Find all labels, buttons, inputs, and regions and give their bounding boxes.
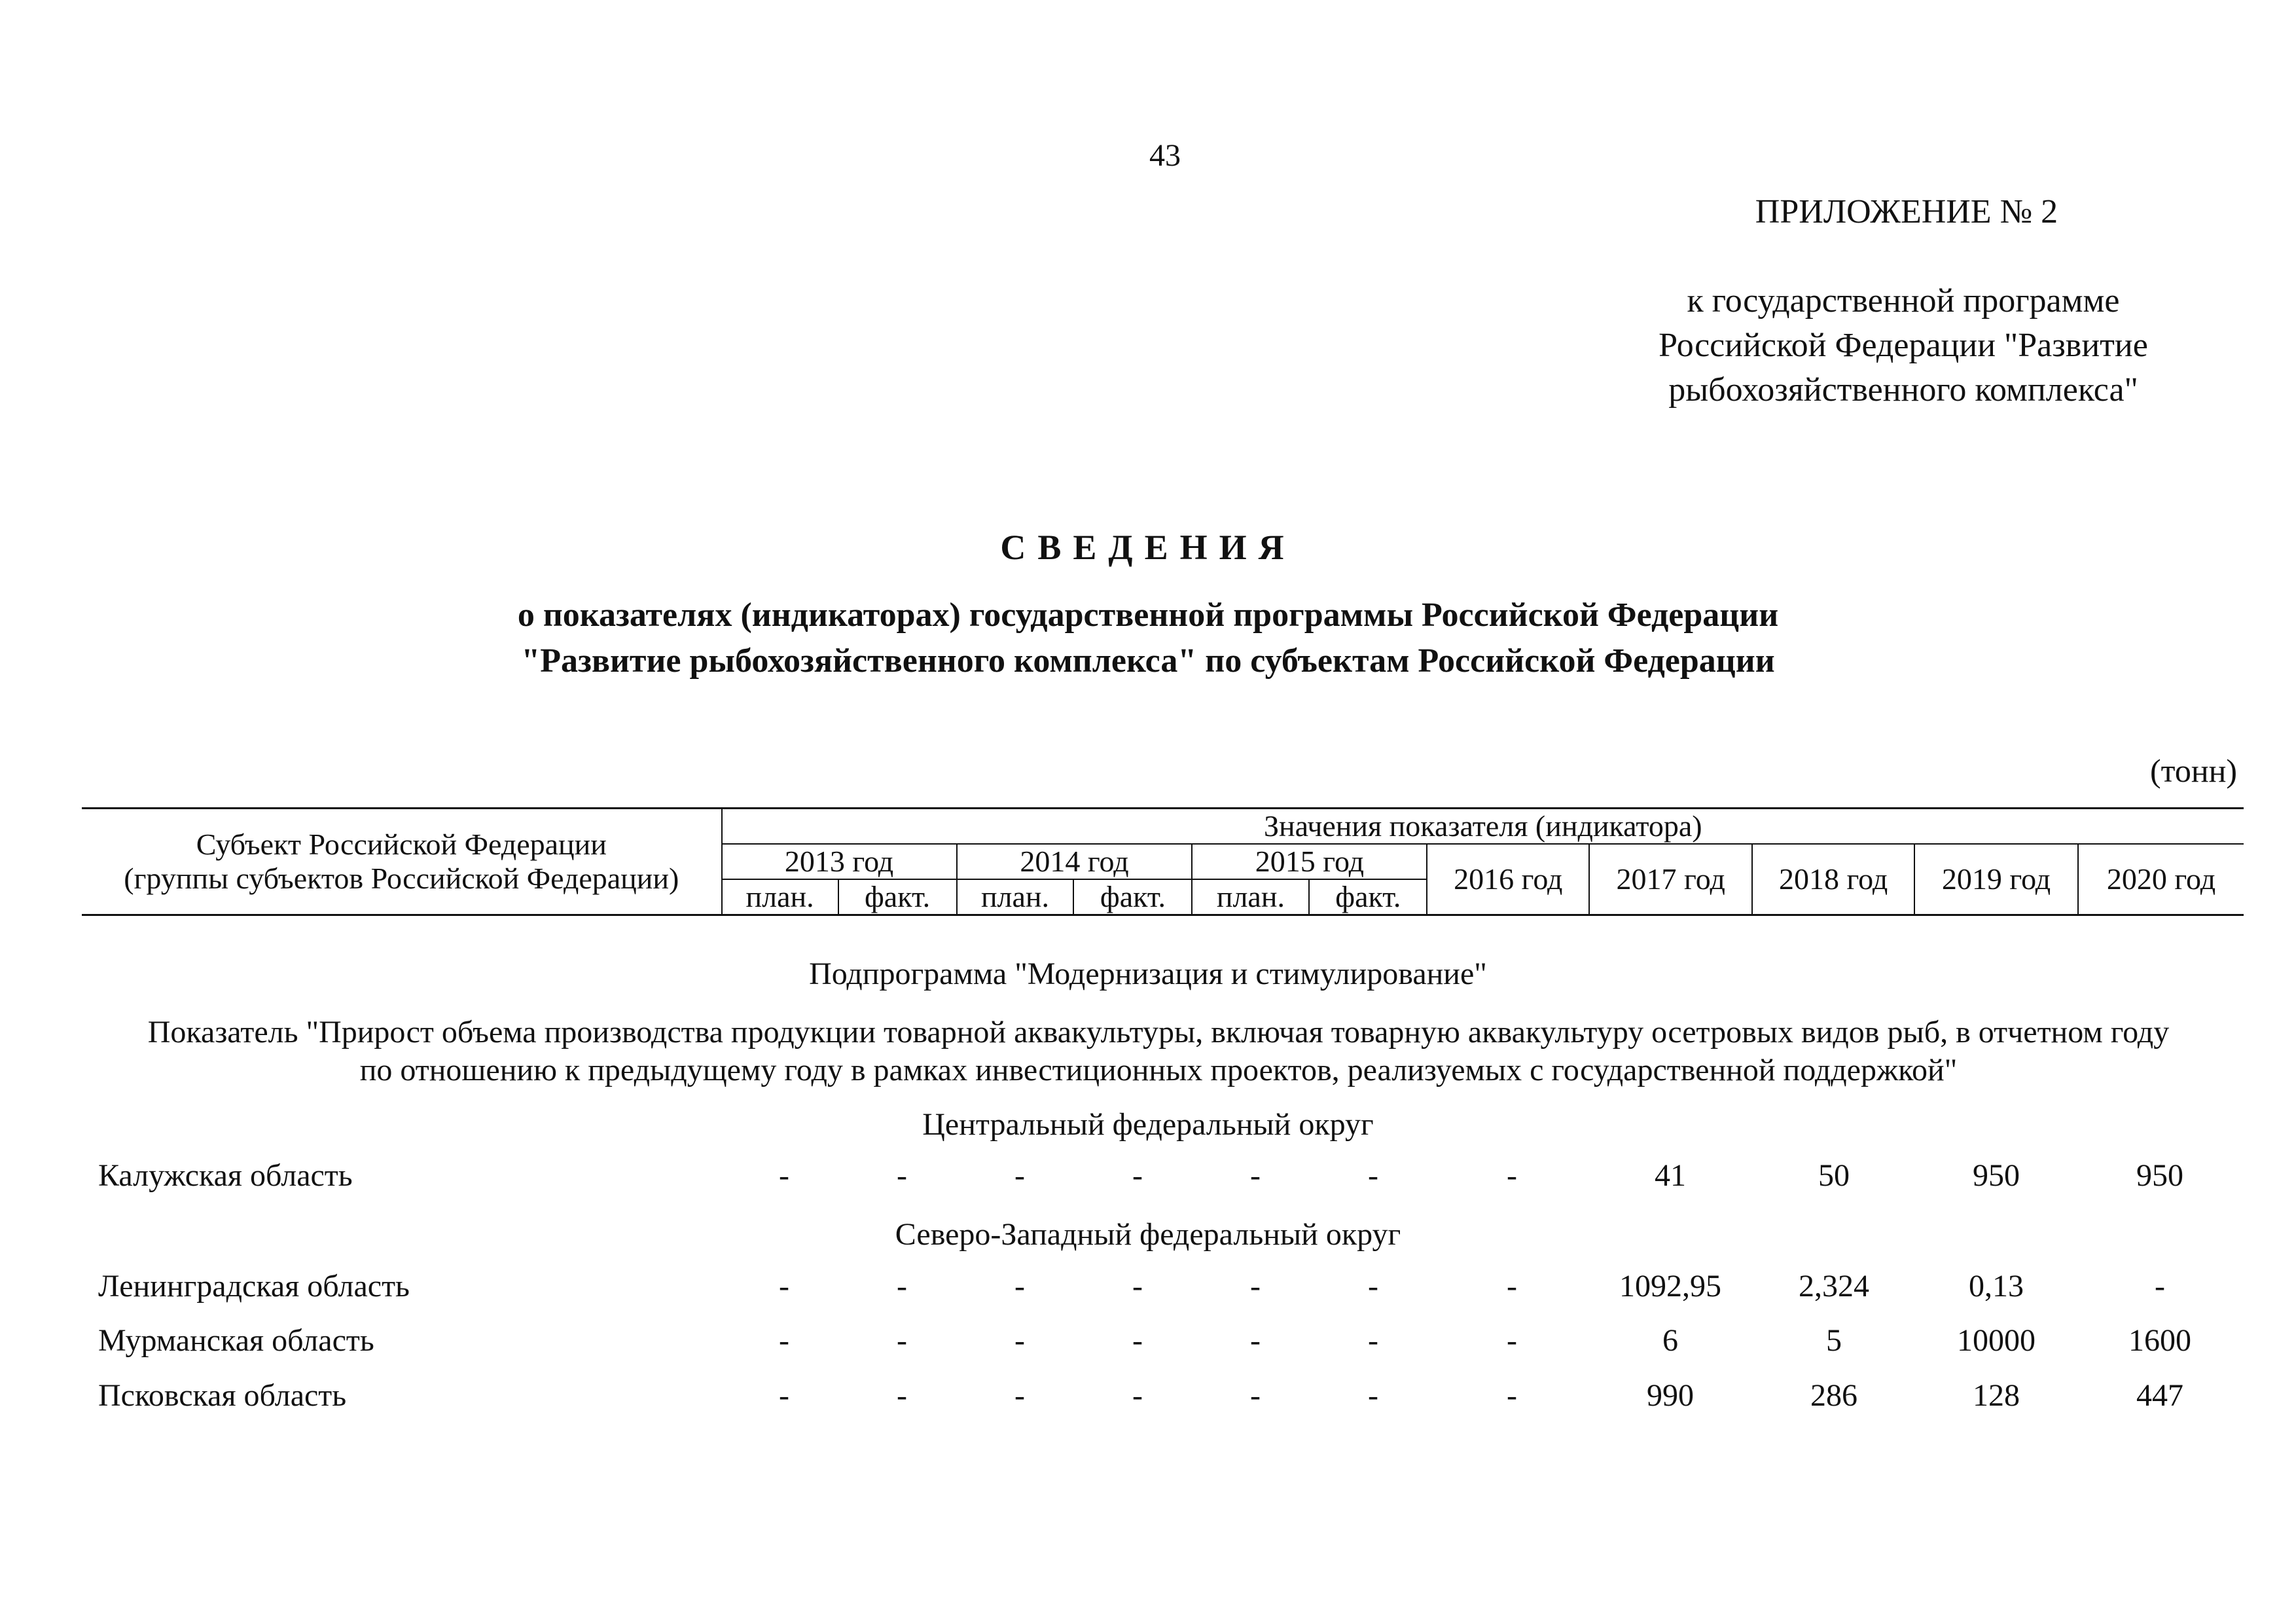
row-value: 1600 <box>2128 1323 2191 1358</box>
row-value: - <box>897 1323 907 1358</box>
row-value: - <box>1368 1378 1378 1413</box>
row-value: 1092,95 <box>1619 1269 1721 1304</box>
row-value: - <box>1250 1378 1261 1413</box>
year-2015-header: 2015 год <box>1192 844 1427 879</box>
table-row <box>0 1268 2296 1307</box>
row-value: - <box>1132 1158 1143 1193</box>
row-value: - <box>1014 1378 1025 1413</box>
row-value: 2,324 <box>1799 1269 1869 1304</box>
row-value: 50 <box>1818 1158 1850 1193</box>
year-2016-header: 2016 год <box>1427 844 1589 915</box>
table-row <box>0 1377 2296 1417</box>
row-value: - <box>1507 1269 1517 1304</box>
row-value: - <box>1368 1158 1378 1193</box>
year-2019-header: 2019 год <box>1914 844 2078 915</box>
values-group-header: Значения показателя (индикатора) <box>722 809 2244 845</box>
plan-2013-header: план. <box>722 879 838 915</box>
row-value: - <box>1368 1269 1378 1304</box>
plan-2015-header: план. <box>1192 879 1309 915</box>
indicator-table-header <box>82 807 2244 916</box>
year-2018-header: 2018 год <box>1752 844 1914 915</box>
row-value: 950 <box>2136 1158 2183 1193</box>
row-value: 41 <box>1655 1158 1686 1193</box>
row-value: - <box>897 1378 907 1413</box>
fact-2015-header: факт. <box>1309 879 1427 915</box>
row-value: 10000 <box>1957 1323 2036 1358</box>
page-number: 43 <box>1149 138 1181 173</box>
fact-2013-header: факт. <box>838 879 957 915</box>
subtitle-line-2: "Развитие рыбохозяйственного комплекса" по субъектам Российской Федерации <box>521 642 1775 680</box>
year-2013-header: 2013 год <box>722 844 957 879</box>
subject-header-line-1: Субъект Российской Федерации <box>196 828 607 861</box>
annex-line-3: рыбохозяйственного комплекса" <box>1668 371 2138 409</box>
district-heading-northwest: Северо-Западный федеральный округ <box>895 1217 1401 1252</box>
row-value: 447 <box>2136 1378 2183 1413</box>
row-value: - <box>779 1378 789 1413</box>
annex-line-1: к государственной программе <box>1687 282 2120 319</box>
document-heading: СВЕДЕНИЯ <box>1000 528 1296 567</box>
row-value: - <box>1507 1378 1517 1413</box>
row-value: - <box>1507 1323 1517 1358</box>
row-value: 0,13 <box>1969 1269 2024 1304</box>
row-value: - <box>2155 1269 2165 1304</box>
row-value: - <box>1250 1158 1261 1193</box>
indicator-line-2: по отношению к предыдущему году в рамках инвестиционных проектов, реализуемых с государственной поддержкой" <box>359 1053 1958 1087</box>
row-value: - <box>1507 1158 1517 1193</box>
row-value: 5 <box>1826 1323 1842 1358</box>
subject-column-header <box>82 809 722 915</box>
row-value: - <box>779 1323 789 1358</box>
subtitle-line-1: о показателях (индикаторах) государственной программы Российской Федерации <box>517 596 1779 634</box>
annex-block <box>1576 190 2231 412</box>
annex-title: ПРИЛОЖЕНИЕ № 2 <box>1755 193 2058 230</box>
document-subtitle <box>0 593 2296 684</box>
row-value: - <box>1368 1323 1378 1358</box>
row-value: 990 <box>1647 1378 1694 1413</box>
table-row <box>0 1322 2296 1362</box>
row-value: 950 <box>1973 1158 2020 1193</box>
indicator-description <box>92 1013 2225 1089</box>
row-value: - <box>779 1269 789 1304</box>
row-value: 286 <box>1810 1378 1857 1413</box>
year-2020-header: 2020 год <box>2078 844 2244 915</box>
row-value: - <box>897 1158 907 1193</box>
year-2017-header: 2017 год <box>1589 844 1752 915</box>
row-value: - <box>1014 1323 1025 1358</box>
row-value: - <box>1132 1269 1143 1304</box>
indicator-line-1: Показатель "Прирост объема производства продукции товарной аквакультуры, включая товарную аквакультуру осетровых видов рыб, в отчетном году <box>147 1015 2170 1049</box>
row-value: 128 <box>1973 1378 2020 1413</box>
row-value: - <box>1132 1323 1143 1358</box>
row-name: Псковская область <box>98 1378 347 1413</box>
row-value: - <box>1250 1323 1261 1358</box>
row-value: - <box>1014 1158 1025 1193</box>
row-value: - <box>1250 1269 1261 1304</box>
row-value: - <box>1014 1269 1025 1304</box>
unit-label: (тонн) <box>2149 752 2237 789</box>
row-value: - <box>1132 1378 1143 1413</box>
row-value: - <box>779 1158 789 1193</box>
row-value: 6 <box>1662 1323 1678 1358</box>
row-value: - <box>897 1269 907 1304</box>
annex-line-2: Российской Федерации "Развитие <box>1659 327 2148 364</box>
district-heading-central: Центральный федеральный округ <box>922 1107 1374 1142</box>
subject-header-line-2: (группы субъектов Российской Федерации) <box>124 862 679 895</box>
year-2014-header: 2014 год <box>957 844 1193 879</box>
row-name: Калужская область <box>98 1158 353 1193</box>
table-row <box>0 1158 2296 1197</box>
subprogram-title: Подпрограмма "Модернизация и стимулирование" <box>809 957 1487 991</box>
row-name: Ленинградская область <box>98 1269 410 1304</box>
row-name: Мурманская область <box>98 1323 374 1358</box>
plan-2014-header: план. <box>957 879 1074 915</box>
fact-2014-header: факт. <box>1073 879 1192 915</box>
